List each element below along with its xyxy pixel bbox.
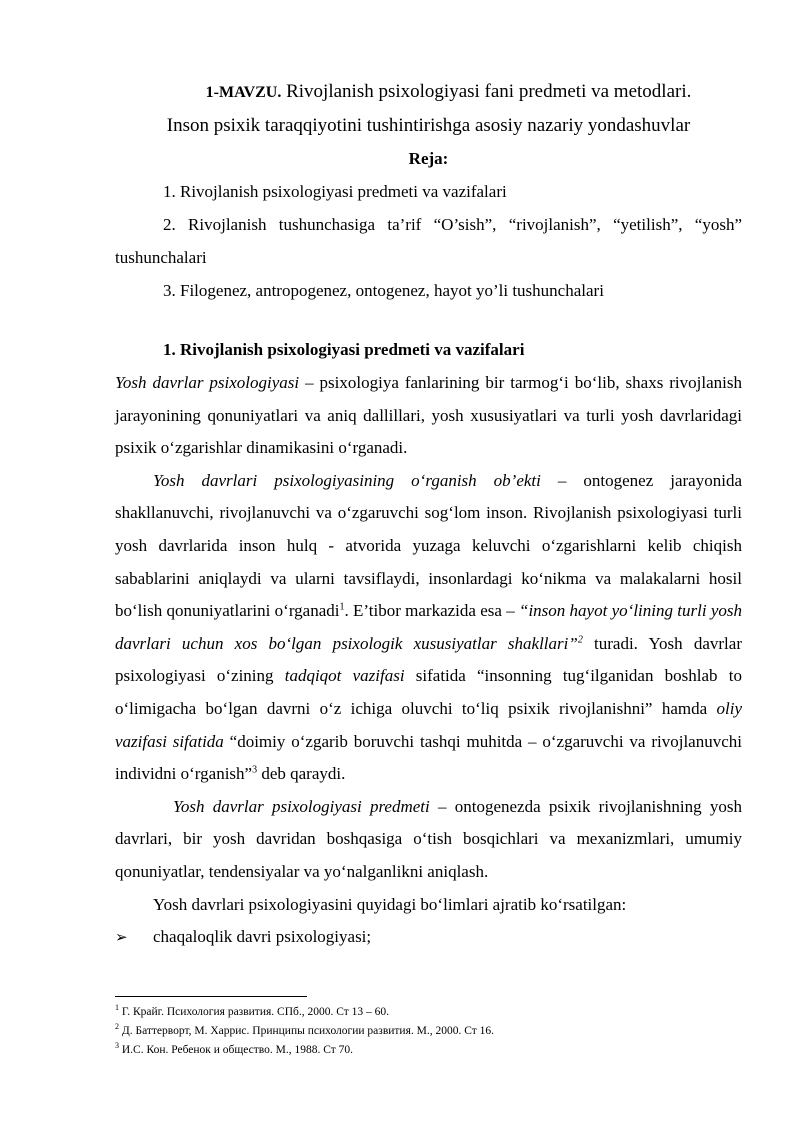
quote-text: “inson hayot yo‘lining turli yosh davrlari uchun xos bo‘lgan psixologik xususiyatlar shakllari”	[115, 601, 742, 653]
footnote-text: Д. Баттерворт, М. Харрис. Принципы психологии развития. М., 2000. Ст 16.	[119, 1025, 495, 1037]
paragraph-text: . E’tibor markazida esa –	[344, 601, 519, 621]
footnote-number: 3	[115, 1041, 119, 1051]
paragraph-text: – ontogenez jarayonida shakllanuvchi, rivojlanuvchi va o‘zgaruvchi sog‘lom inson. Rivojlanish psixologiyasi turli yosh davrlarida inson hulq - atvorida yuzaga keluvchi o‘zgarishlarni kelib chiqish sabablarini aniqlaydi va ularni tavsiflaydi, insonlardagi ko‘nikma va malakalarni hosil bo‘lish qonuniyatlarini o‘rganadi	[115, 470, 742, 621]
footnotes	[115, 1003, 742, 1060]
plan-item: 1. Rivojlanish psixologiyasi predmeti va vazifalari	[163, 182, 507, 201]
section-heading: 1. Rivojlanish psixologiyasi predmeti va vazifalari	[163, 340, 525, 359]
paragraph-text: turadi. Yosh davrlar psixologiyasi o‘zining	[115, 633, 742, 686]
footnote-ref[interactable]: 2	[577, 634, 583, 646]
paragraph-2	[115, 465, 742, 791]
spacer	[115, 307, 742, 333]
footnote	[115, 1041, 742, 1060]
plan-label: Reja:	[408, 149, 449, 168]
plan-item: 2. Rivojlanish tushunchasiga ta’rif “O’sish”, “rivojlanish”, “yetilish”, “yosh” tushunchalari	[115, 215, 742, 267]
paragraph-text: – psixologiya fanlarining bir tarmog‘i bo‘lib, shaxs rivojlanish jarayonining qonuniyatlari va aniq dallillari, yosh xususiyatlari va turli yosh davrlaridagi psixik o‘zgarishlar dinamikasini o‘rganadi.	[115, 373, 742, 458]
list-item	[115, 921, 742, 953]
footnote-number: 1	[115, 1003, 119, 1013]
term-italic: Yosh davrlar psixologiyasi	[115, 373, 300, 392]
footnote	[115, 1003, 742, 1022]
footnote-divider	[115, 996, 307, 997]
paragraph-text: sifatida “insonning tug‘ilganidan boshlab to o‘limigacha bo‘lgan davrni o‘z ichiga oluvchi to‘liq psixik rivojlanishni” hamda	[115, 666, 742, 718]
paragraph-3	[115, 791, 742, 889]
paragraph-text: “doimiy o‘zgarib boruvchi tashqi muhitda – o‘zgaruvchi va rivojlanuvchi individni o‘rganish”	[115, 731, 742, 784]
footnote-ref[interactable]: 1	[339, 601, 345, 613]
footnote-ref[interactable]: 3	[252, 764, 258, 776]
term-italic: tadqiqot vazifasi	[284, 666, 405, 686]
paragraph-text: – ontogenezda psixik rivojlanishning yosh davrlari, bir yosh davridan boshqasiga o‘tish bosqichlari va mexanizmlari, umumiy qonuniyatlar, tendensiyalar va yo‘nalganlikni aniqlash.	[115, 796, 742, 881]
footnote	[115, 1022, 742, 1041]
term-italic: Yosh davrlari psixologiyasining o‘rganish ob’ekti	[153, 470, 541, 490]
term-italic: Yosh davrlar psixologiyasi predmeti	[173, 796, 430, 816]
plan-item: 3. Filogenez, antropogenez, ontogenez, hayot yo’li tushunchalari	[163, 281, 604, 300]
term-italic: oliy vazifasi sifatida	[115, 698, 742, 751]
page-title	[115, 76, 742, 109]
footnote-number: 2	[115, 1022, 119, 1032]
page-subtitle: Inson psixik taraqqiyotini tushintirishga asosiy nazariy yondashuvlar	[166, 115, 691, 136]
title-bold: 1-MAVZU.	[205, 84, 282, 101]
paragraph-1	[115, 367, 742, 465]
list-item-text: chaqaloqlik davri psixologiyasi;	[153, 927, 372, 947]
title-text: Rivojlanish psixologiyasi fani predmeti va metodlari.	[286, 81, 692, 102]
paragraph-text: deb qaraydi.	[257, 764, 346, 784]
footnote-text: Г. Крайг. Психология развития. СПб., 2000. Ст 13 – 60.	[119, 1006, 390, 1018]
paragraph-4: Yosh davrlari psixologiyasini quyidagi bo‘limlari ajratib ko‘rsatilgan:	[153, 894, 627, 914]
footnote-text: И.С. Кон. Ребенок и общество. М., 1988. Ст 70.	[119, 1044, 353, 1056]
arrow-bullet-icon: ➢	[115, 928, 128, 947]
